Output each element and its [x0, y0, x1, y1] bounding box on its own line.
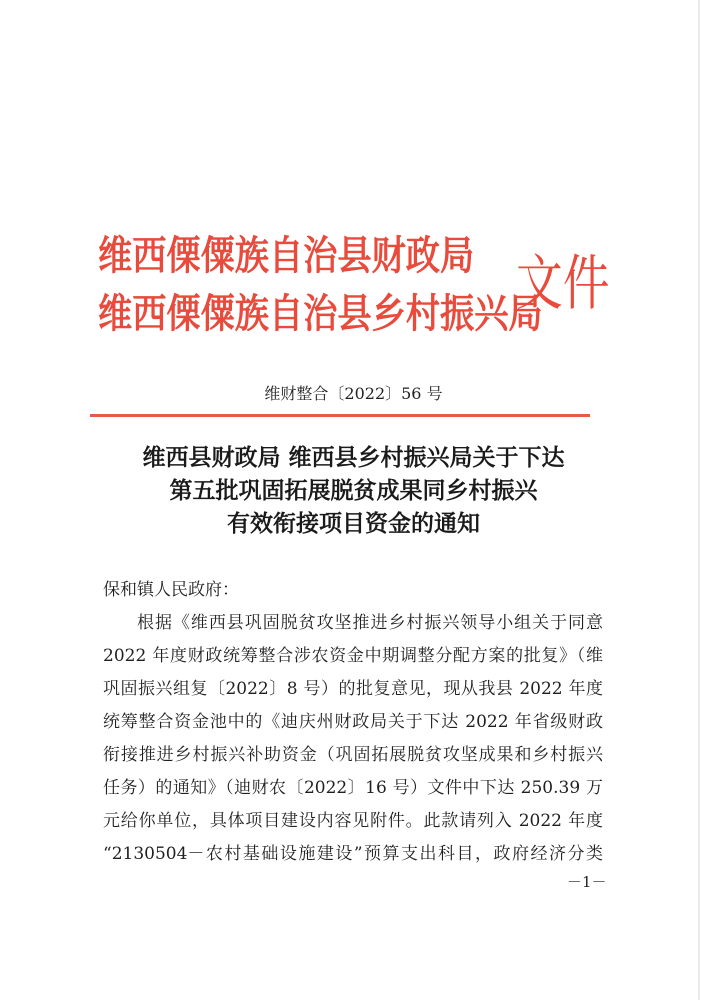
document-number: 维财整合〔2022〕56 号 — [264, 384, 443, 403]
paragraph-line: 任务）的通知》（迪财农〔2022〕16 号）文件中下达 250.39 万 — [103, 778, 603, 798]
paragraph-line: 统筹整合资金池中的《迪庆州财政局关于下达 2022 年省级财政 — [103, 712, 603, 732]
title-line: 第五批巩固拓展脱贫成果同乡村振兴 — [169, 477, 538, 504]
page-number: －1－ — [567, 873, 607, 891]
red-divider-line — [90, 414, 590, 417]
paragraph-line: 巩固振兴组复〔2022〕8 号）的批复意见，现从我县 2022 年度 — [103, 679, 603, 699]
salutation: 保和镇人民政府： — [103, 580, 239, 600]
paragraph-line: “2130504－农村基础设施建设”预算支出科目，政府经济分类 — [103, 844, 603, 864]
document-title — [0, 441, 707, 540]
title-line: 维西县财政局 维西县乡村振兴局关于下达 — [142, 444, 565, 471]
paragraph-line: 2022 年度财政统筹整合涉农资金中期调整分配方案的批复》（维 — [103, 646, 603, 666]
document-letterhead — [98, 230, 608, 350]
paragraph-line: 根据《维西县巩固脱贫攻坚推进乡村振兴领导小组关于同意 — [137, 613, 603, 633]
title-line: 有效衔接项目资金的通知 — [227, 510, 480, 537]
document-body — [103, 574, 603, 871]
document-type-label: 文件 — [516, 249, 610, 319]
issuing-org-finance-bureau: 维西傈僳族自治县财政局 — [98, 232, 475, 279]
paragraph-line: 元给你单位，具体项目建设内容见附件。此款请列入 2022 年度 — [103, 811, 603, 831]
issuing-org-rural-revitalization-bureau: 维西傈僳族自治县乡村振兴局 — [98, 290, 543, 337]
paragraph-line: 衔接推进乡村振兴补助资金（巩固拓展脱贫攻坚成果和乡村振兴 — [103, 745, 603, 765]
